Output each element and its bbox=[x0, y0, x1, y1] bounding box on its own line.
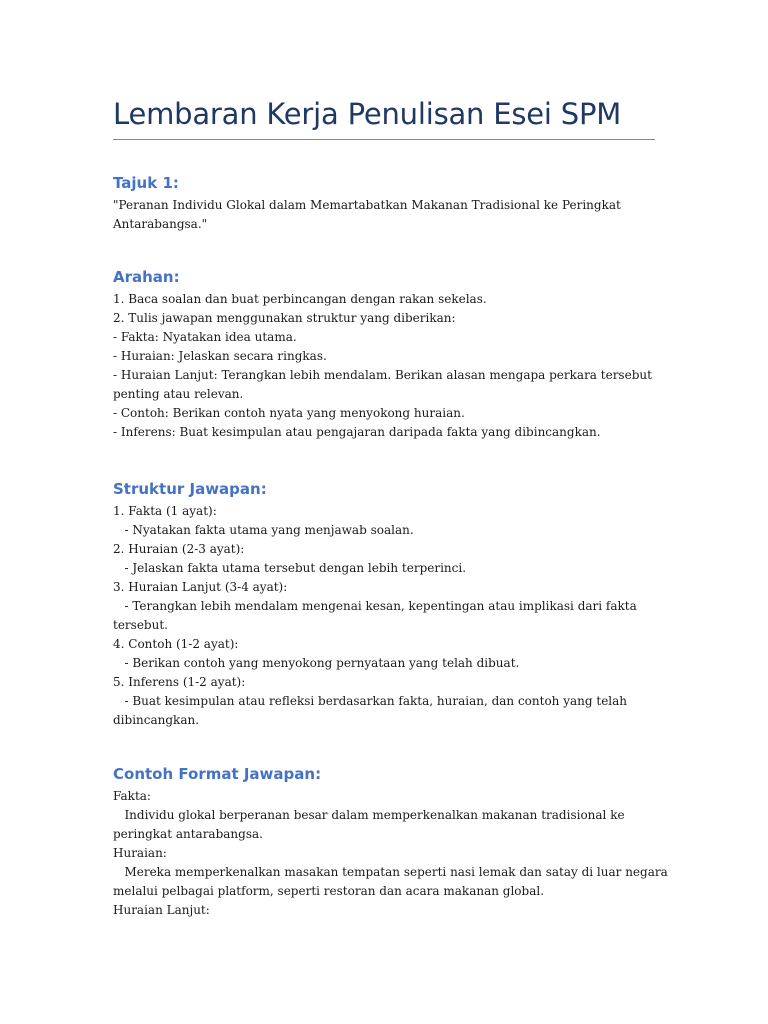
structure-line: tersebut. bbox=[113, 618, 168, 632]
example-line: Fakta: bbox=[113, 789, 151, 803]
section-heading-arahan: Arahan: bbox=[113, 268, 180, 286]
structure-line: dibincangkan. bbox=[113, 713, 200, 727]
section-contoh-format bbox=[113, 763, 668, 920]
instruction-line: 2. Tulis jawapan menggunakan struktur yang diberikan: bbox=[113, 311, 456, 325]
structure-line: - Nyatakan fakta utama yang menjawab soalan. bbox=[113, 523, 414, 537]
structure-line: - Buat kesimpulan atau refleksi berdasarkan fakta, huraian, dan contoh yang telah bbox=[113, 694, 628, 708]
instruction-line: - Huraian: Jelaskan secara ringkas. bbox=[113, 349, 327, 363]
instruction-line: penting atau relevan. bbox=[113, 387, 244, 401]
section-arahan bbox=[113, 266, 655, 442]
instruction-line: - Huraian Lanjut: Terangkan lebih mendalam. Berikan alasan mengapa perkara tersebut bbox=[113, 368, 652, 382]
section-heading-struktur: Struktur Jawapan: bbox=[113, 480, 267, 498]
section-tajuk bbox=[113, 172, 655, 234]
structure-line: 3. Huraian Lanjut (3-4 ayat): bbox=[113, 580, 288, 594]
section-struktur bbox=[113, 478, 655, 730]
example-line: Huraian Lanjut: bbox=[113, 903, 210, 917]
structure-line: - Jelaskan fakta utama tersebut dengan lebih terperinci. bbox=[113, 561, 467, 575]
instruction-line: 1. Baca soalan dan buat perbincangan dengan rakan sekelas. bbox=[113, 292, 487, 306]
page-title: Lembaran Kerja Penulisan Esei SPM bbox=[113, 97, 622, 131]
structure-line: 1. Fakta (1 ayat): bbox=[113, 504, 217, 518]
example-line: melalui pelbagai platform, seperti restoran dan acara makanan global. bbox=[113, 884, 545, 898]
example-line: Huraian: bbox=[113, 846, 167, 860]
structure-line: 5. Inferens (1-2 ayat): bbox=[113, 675, 246, 689]
section-heading-contoh: Contoh Format Jawapan: bbox=[113, 765, 322, 783]
instruction-line: - Inferens: Buat kesimpulan atau pengajaran daripada fakta yang dibincangkan. bbox=[113, 425, 601, 439]
structure-line: - Berikan contoh yang menyokong pernyataan yang telah dibuat. bbox=[113, 656, 520, 670]
title-underline bbox=[113, 139, 655, 140]
instruction-line: - Contoh: Berikan contoh nyata yang menyokong huraian. bbox=[113, 406, 465, 420]
example-line: Mereka memperkenalkan masakan tempatan seperti nasi lemak dan satay di luar negara bbox=[113, 865, 668, 879]
example-line: Individu glokal berperanan besar dalam memperkenalkan makanan tradisional ke bbox=[113, 808, 625, 822]
structure-line: - Terangkan lebih mendalam mengenai kesan, kepentingan atau implikasi dari fakta bbox=[113, 599, 637, 613]
example-line: peringkat antarabangsa. bbox=[113, 827, 263, 841]
section-heading-tajuk: Tajuk 1: bbox=[113, 174, 179, 192]
instruction-line: - Fakta: Nyatakan idea utama. bbox=[113, 330, 297, 344]
paragraph-line: "Peranan Individu Glokal dalam Memartabatkan Makanan Tradisional ke Peringkat bbox=[113, 198, 621, 212]
structure-line: 2. Huraian (2-3 ayat): bbox=[113, 542, 245, 556]
structure-line: 4. Contoh (1-2 ayat): bbox=[113, 637, 239, 651]
paragraph-line: Antarabangsa." bbox=[113, 217, 208, 231]
